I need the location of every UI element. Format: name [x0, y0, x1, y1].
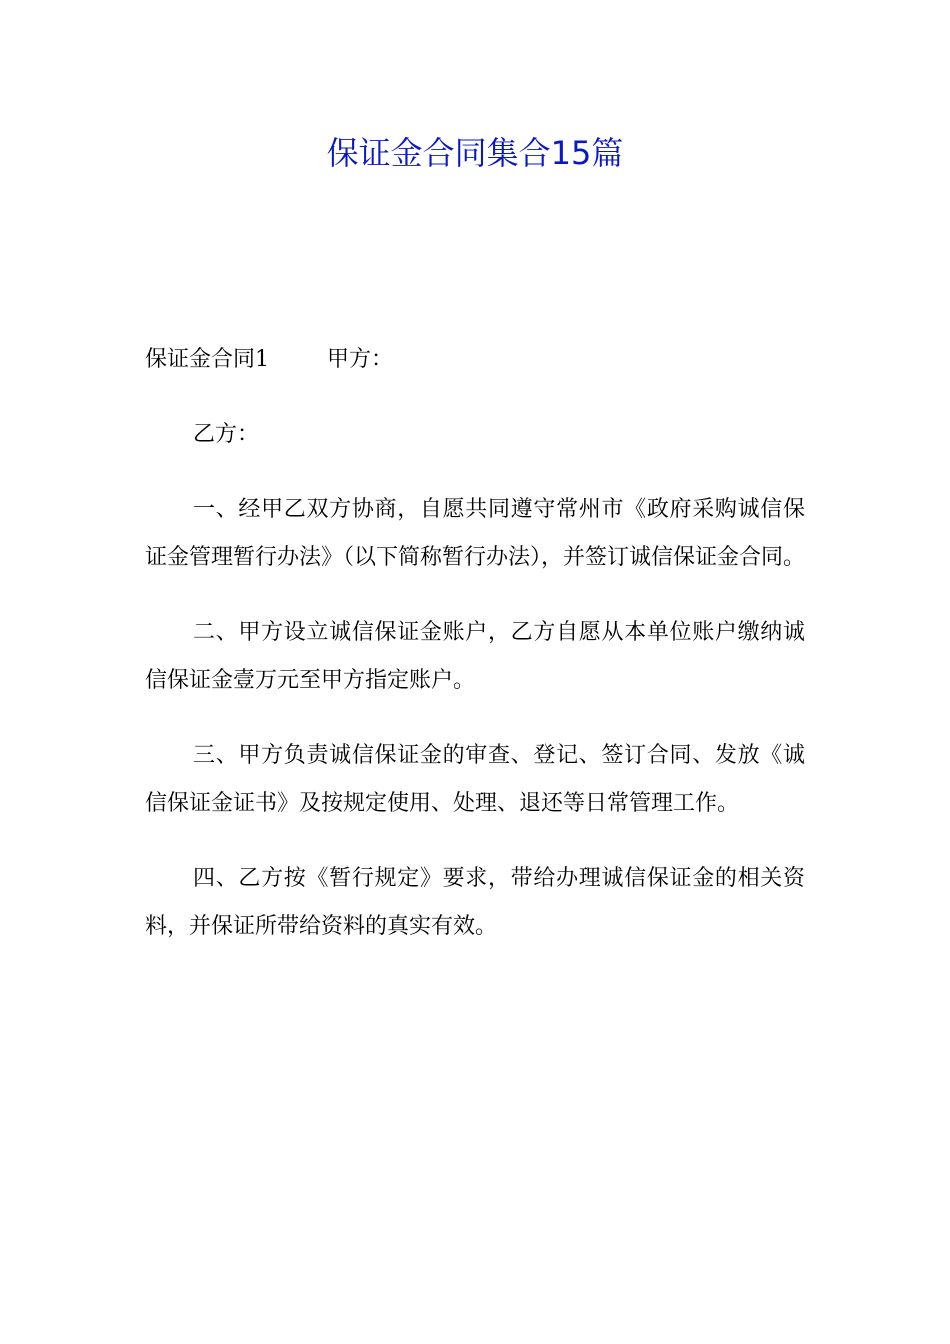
party-b-label: 乙方： [193, 422, 260, 447]
clause-4: 四、乙方按《暂行规定》要求，带给办理诚信保证金的相关资料，并保证所带给资料的真实有效。 [145, 866, 805, 939]
clause-3: 三、甲方负责诚信保证金的审查、登记、签订合同、发放《诚信保证金证书》及按规定使用、处理、退还等日常管理工作。 [145, 743, 805, 816]
clause-2: 二、甲方设立诚信保证金账户，乙方自愿从本单位账户缴纳诚信保证金壹万元至甲方指定账户。 [145, 620, 805, 693]
section-heading: 保证金合同1 [145, 347, 269, 372]
clause-1: 一、经甲乙双方协商，自愿共同遵守常州市《政府采购诚信保证金管理暂行办法》（以下简称暂行办法），并签订诚信保证金合同。 [145, 497, 806, 570]
document-title: 保证金合同集合15篇 [326, 134, 624, 172]
section-heading-line [145, 336, 805, 384]
party-a-label: 甲方： [327, 347, 394, 372]
document-body [145, 336, 805, 978]
